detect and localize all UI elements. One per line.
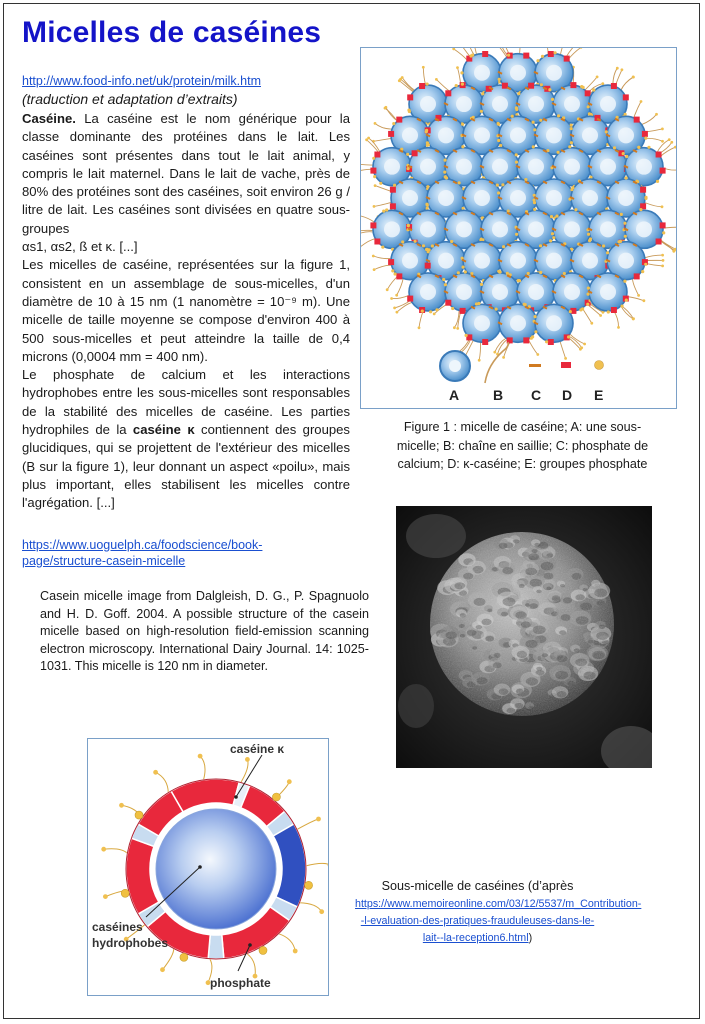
casein-micelle-diagram xyxy=(361,48,676,408)
source-link-uoguelph[interactable] xyxy=(22,537,282,569)
phosphate-dot xyxy=(259,946,267,954)
casein-heading: Caséine. xyxy=(22,111,76,126)
figure1-frame xyxy=(360,47,677,409)
legend-kappa-casein-icon xyxy=(561,362,571,368)
sous-micelle-caption: Sous-micelle de caséines (d’après https://www.memoireonline.com/03/12/5537/m_Contribution--l-evaluation-des-pratiques-frauduleuses-dans-le-lait--la-reception6.html) xyxy=(355,879,642,944)
figure1-legend xyxy=(440,342,604,403)
phosphate-dot xyxy=(135,811,143,819)
legend-phosphate-icon xyxy=(595,361,604,370)
legend-label-a: A xyxy=(449,387,460,403)
uoguelph-link[interactable]: https://www.uoguelph.ca/foodscience/book-page/structure-casein-micelle xyxy=(22,538,263,568)
sem-micrograph-image xyxy=(396,506,652,768)
figure2-frame xyxy=(87,738,329,996)
label-phosphate: phosphate xyxy=(210,976,271,990)
label-hydrophobic-2: hydrophobes xyxy=(92,936,169,950)
hydrophobic-core xyxy=(156,809,276,929)
phosphate-dot xyxy=(305,881,313,889)
body-text xyxy=(22,110,350,513)
legend-label-c: C xyxy=(531,387,542,403)
casein-subgroups: αs1, αs2, ß et κ. [...] xyxy=(22,239,138,255)
dalgleish-citation: Casein micelle image from Dalgleish, D. G., P. Spagnuolo and H. D. Goff. 2004. A possible structure of the casein micelle based on high-resolution field-emission scanning electron microscopy. International Dairy Journal. 14: 1025-1031. This micelle is 120 nm in diameter. xyxy=(40,589,369,674)
micelle-paragraph: Les micelles de caséine, représentées sur la figure 1, consistent en un assemblage de sous-micelles, d'un diamètre de 10 à 15 nm (1 nanomètre = 10⁻⁹ m). Une micelle de taille moyenne se compose d'environ 400 à 500 sous-micelles et peut atteindre la taille de 0,4 microns (0,0004 mm = 400 nm). xyxy=(22,257,350,364)
legend-label-e: E xyxy=(594,387,604,403)
phosphate-dot xyxy=(180,953,188,961)
label-kappa-casein: caséine κ xyxy=(230,742,285,756)
food-info-link[interactable]: http://www.food-info.net/uk/protein/milk.htm xyxy=(22,74,261,88)
page-title: Micelles de caséines xyxy=(22,16,322,49)
figure1-caption: Figure 1 : micelle de caséine; A: une sous-micelle; B: chaîne en saillie; C: phosphate de calcium; D: κ-caséine; E: groupes phosphate xyxy=(396,420,649,471)
legend-label-b: B xyxy=(493,387,504,403)
stability-paragraph: Le phosphate de calcium et les interactions hydrophobes entre les sous-micelles sont responsables de la stabilité des micelles de caséine. Les parties hydrophiles de la caséine κ contiennent des groupes glucidiques, qui se projettent de l'extérieur des micelles (B sur la figure 1), leur donnant un aspect «poilu», mais plus important, elles stabilisent les micelles contre l'agrégation. [...] xyxy=(22,367,350,511)
source-link-food-info[interactable] xyxy=(22,74,261,88)
kappa-casein-term: caséine κ xyxy=(132,422,195,438)
phosphate-dot xyxy=(272,793,280,801)
translation-note: (traduction et adaptation d’extraits) xyxy=(22,91,238,107)
memoireonline-link[interactable]: https://www.memoireonline.com/03/12/5537/m_Contribution--l-evaluation-des-pratiques-frauduleuses-dans-le-lait--la-reception6.html xyxy=(355,898,642,944)
sous-micelle-diagram xyxy=(88,739,328,995)
legend-label-d: D xyxy=(562,387,573,403)
casein-paragraph: Caséine. La caséine est le nom générique pour la classe dominante des protéines dans le lait. Les caséines sont présentes dans tout le lait animal, y compris le lait maternel. Dans le lait de vache, près de 80% des protéines sont des caséines, soit environ 26 g / litre de lait. Les caséines sont divisées en quatre sous-groupes xyxy=(22,111,350,236)
legend-calcium-phosphate-icon xyxy=(529,364,541,367)
phosphate-dot xyxy=(121,889,129,897)
label-hydrophobic-1: caséines xyxy=(92,920,143,934)
